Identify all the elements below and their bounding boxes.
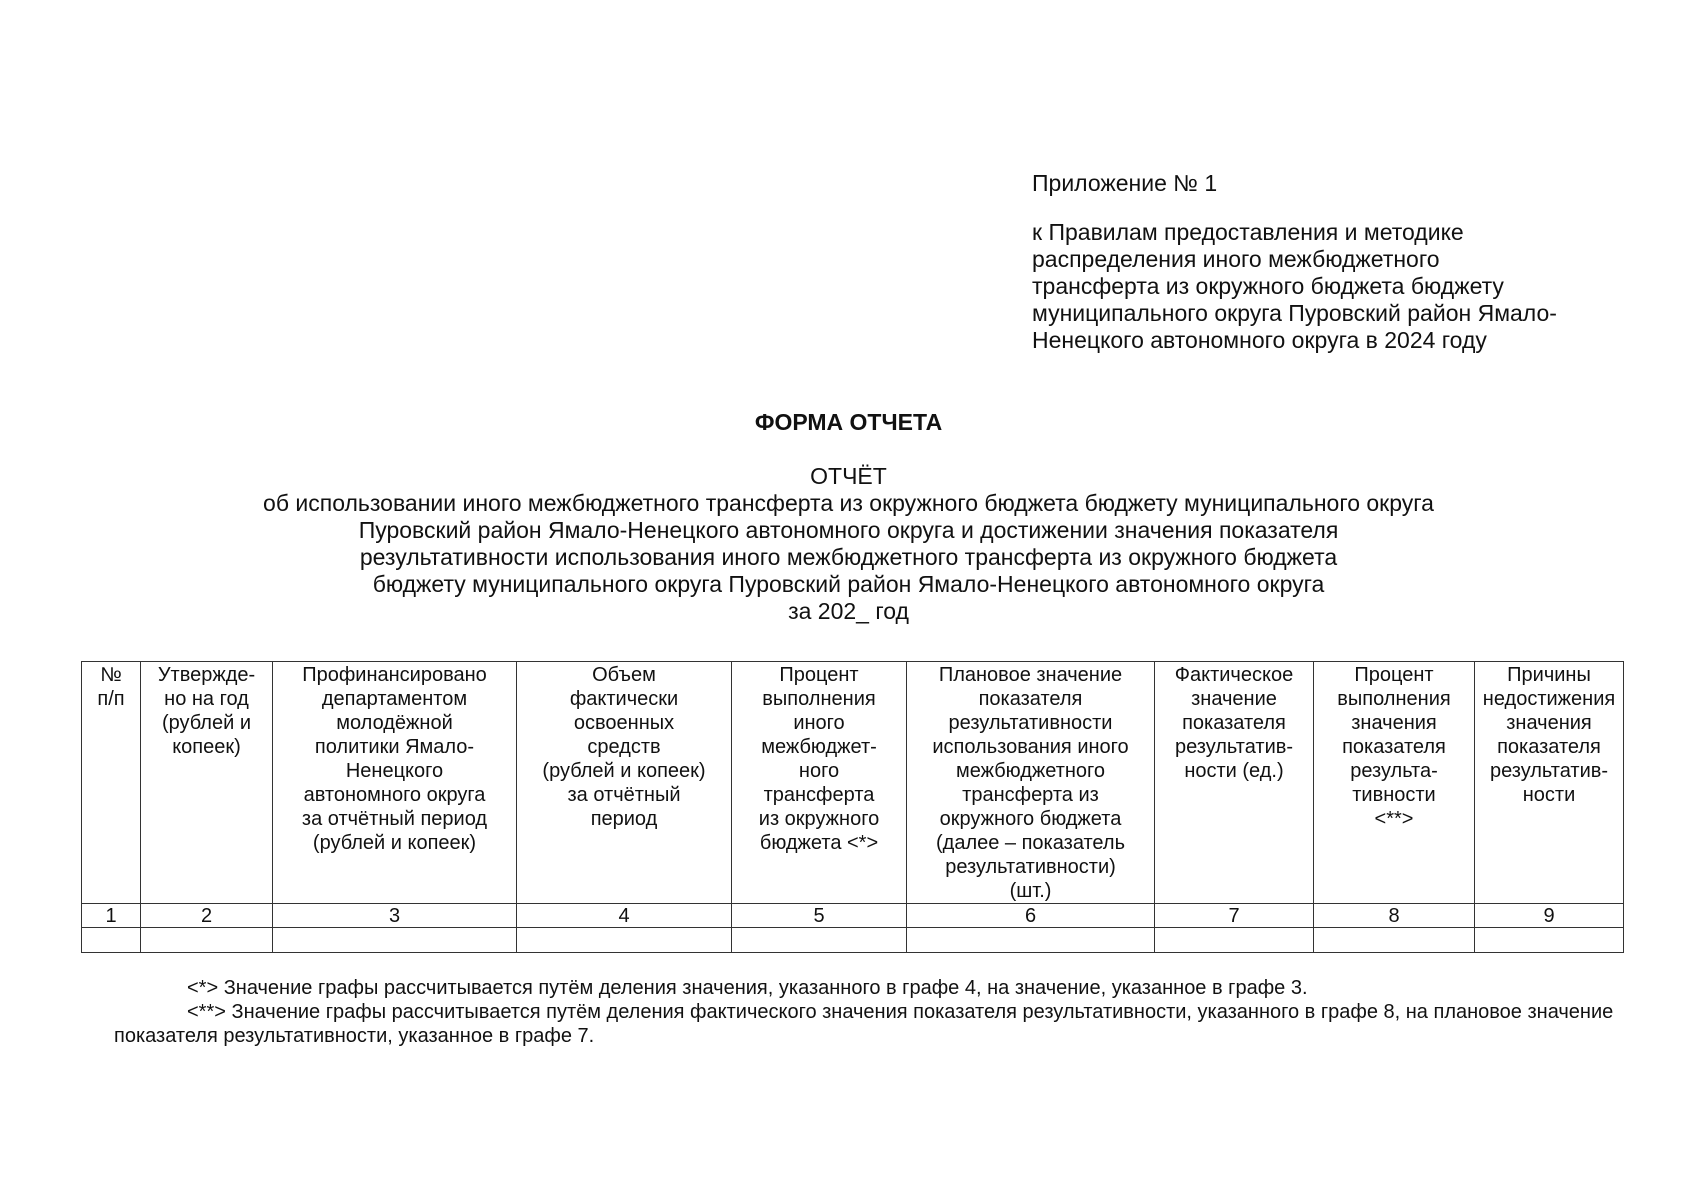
table-header-row	[82, 662, 1624, 904]
report-title-line: результативности использования иного межбюджетного трансферта из окружного бюджета	[359, 544, 1338, 570]
column-header: Объем фактически освоенных средств (рублей и копеек) за отчётный период	[517, 662, 732, 904]
column-number: 3	[273, 904, 517, 928]
appendix-text	[1032, 219, 1632, 354]
table-cell	[732, 928, 907, 953]
appendix-number: Приложение № 1	[1032, 170, 1218, 196]
column-number: 6	[907, 904, 1155, 928]
column-number: 2	[141, 904, 273, 928]
form-title: ФОРМА ОТЧЕТА	[754, 409, 943, 435]
table-cell	[1314, 928, 1475, 953]
report-table	[81, 661, 1624, 953]
column-number: 5	[732, 904, 907, 928]
table-cell	[141, 928, 273, 953]
table-cell	[907, 928, 1155, 953]
report-title-line: Пуровский район Ямало-Ненецкого автономного округа и достижении значения показателя	[358, 517, 1339, 543]
table-cell	[273, 928, 517, 953]
appendix-block	[1032, 170, 1632, 354]
table-cell	[517, 928, 732, 953]
footnotes	[114, 976, 1634, 1048]
table-cell	[1155, 928, 1314, 953]
column-header: Процент выполнения иного межбюджет- ного трансферта из окружного бюджета <*>	[732, 662, 907, 904]
table-cell	[1475, 928, 1624, 953]
report-heading: ОТЧЁТ	[810, 463, 887, 489]
column-header: Утвержде- но на год (рублей и копеек)	[141, 662, 273, 904]
column-header: Плановое значение показателя результативности использования иного межбюджетного трансферта из окружного бюджета (далее – показатель результативности) (шт.)	[907, 662, 1155, 904]
report-title-line: бюджету муниципального округа Пуровский район Ямало-Ненецкого автономного округа	[372, 571, 1325, 597]
report-period: за 202_ год	[788, 598, 909, 624]
footnote: <*> Значение графы рассчитывается путём деления значения, указанного в графе 4, на значение, указанное в графе 3.	[187, 977, 1308, 999]
column-number: 1	[82, 904, 141, 928]
column-header: № п/п	[82, 662, 141, 904]
column-number: 8	[1314, 904, 1475, 928]
column-header: Фактическое значение показателя результатив- ности (ед.)	[1155, 662, 1314, 904]
column-header: Профинансировано департаментом молодёжной политики Ямало- Ненецкого автономного округа за отчётный период (рублей и копеек)	[273, 662, 517, 904]
appendix-line: к Правилам предоставления и методике	[1032, 219, 1464, 245]
column-number: 7	[1155, 904, 1314, 928]
report-title-block	[0, 463, 1697, 625]
table-row	[82, 928, 1624, 953]
table-cell	[82, 928, 141, 953]
appendix-line: Ненецкого автономного округа в 2024 году	[1032, 327, 1487, 353]
column-number: 4	[517, 904, 732, 928]
appendix-line: муниципального округа Пуровский район Ямало-	[1032, 300, 1557, 326]
footnote: <**> Значение графы рассчитывается путём деления фактического значения показателя результативности, указанного в графе 8, на плановое значение показателя результативности, указанное в графе 7.	[114, 1001, 1614, 1047]
report-title-line: об использовании иного межбюджетного трансферта из окружного бюджета бюджету муниципального округа	[263, 490, 1434, 516]
column-header: Процент выполнения значения показателя результа- тивности <**>	[1314, 662, 1475, 904]
column-number-row	[82, 904, 1624, 928]
appendix-line: трансферта из окружного бюджета бюджету	[1032, 273, 1504, 299]
column-header: Причины недостижения значения показателя результатив- ности	[1475, 662, 1624, 904]
appendix-line: распределения иного межбюджетного	[1032, 246, 1440, 272]
column-number: 9	[1475, 904, 1624, 928]
